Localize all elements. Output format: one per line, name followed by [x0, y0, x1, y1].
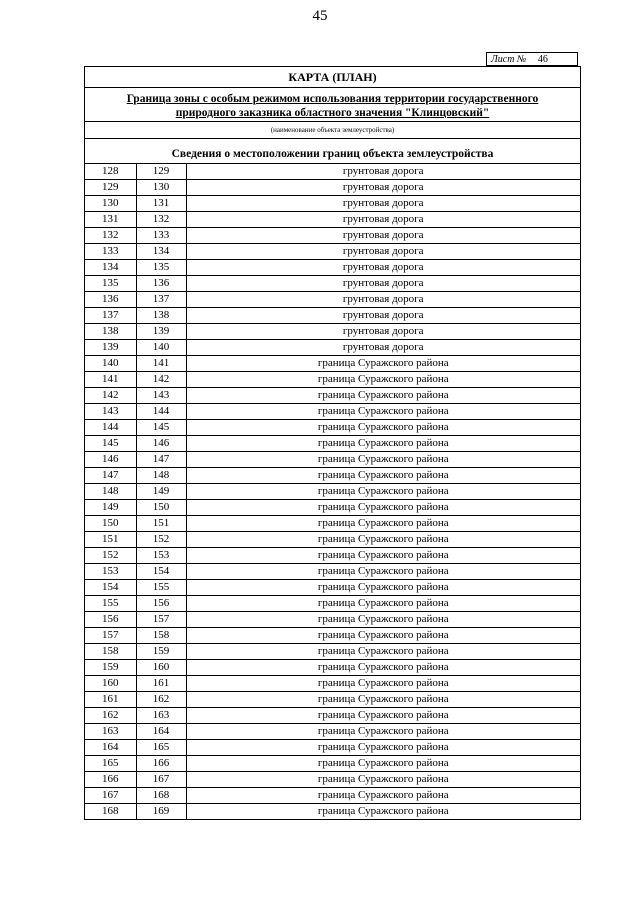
point-from-cell: 162	[85, 708, 136, 724]
table-row	[85, 564, 580, 580]
point-to-cell: 135	[136, 260, 186, 276]
point-from-cell: 152	[85, 548, 136, 564]
boundary-description-cell: граница Суражского района	[186, 484, 580, 500]
table-row	[85, 676, 580, 692]
section-title: Сведения о местоположении границ объекта землеустройства	[85, 139, 580, 164]
boundary-description-cell: грунтовая дорога	[186, 196, 580, 212]
boundary-description-cell: граница Суражского района	[186, 548, 580, 564]
table-row	[85, 532, 580, 548]
point-to-cell: 162	[136, 692, 186, 708]
point-from-cell: 164	[85, 740, 136, 756]
point-from-cell: 138	[85, 324, 136, 340]
boundary-description-cell: граница Суражского района	[186, 772, 580, 788]
boundary-table-body	[85, 164, 580, 819]
point-to-cell: 137	[136, 292, 186, 308]
table-row	[85, 388, 580, 404]
table-row	[85, 644, 580, 660]
point-from-cell: 135	[85, 276, 136, 292]
table-row	[85, 500, 580, 516]
point-from-cell: 166	[85, 772, 136, 788]
point-from-cell: 161	[85, 692, 136, 708]
table-row	[85, 164, 580, 180]
point-to-cell: 152	[136, 532, 186, 548]
boundary-description-cell: грунтовая дорога	[186, 324, 580, 340]
point-from-cell: 130	[85, 196, 136, 212]
table-row	[85, 324, 580, 340]
table-row	[85, 804, 580, 820]
boundary-description-cell: грунтовая дорога	[186, 228, 580, 244]
point-to-cell: 164	[136, 724, 186, 740]
point-to-cell: 143	[136, 388, 186, 404]
point-to-cell: 149	[136, 484, 186, 500]
boundary-description-cell: грунтовая дорога	[186, 276, 580, 292]
point-from-cell: 156	[85, 612, 136, 628]
point-to-cell: 158	[136, 628, 186, 644]
boundary-description-cell: грунтовая дорога	[186, 244, 580, 260]
point-to-cell: 132	[136, 212, 186, 228]
boundary-description-cell: грунтовая дорога	[186, 180, 580, 196]
sheet-label: Лист №	[491, 54, 527, 65]
boundary-description-cell: граница Суражского района	[186, 708, 580, 724]
point-to-cell: 161	[136, 676, 186, 692]
point-from-cell: 129	[85, 180, 136, 196]
boundary-description-cell: граница Суражского района	[317, 805, 449, 817]
point-to-cell: 144	[136, 404, 186, 420]
table-row	[85, 180, 580, 196]
point-from-cell: 132	[85, 228, 136, 244]
table-row	[85, 484, 580, 500]
point-to-cell: 153	[136, 548, 186, 564]
point-from-cell: 167	[85, 788, 136, 804]
point-from-cell: 145	[85, 436, 136, 452]
point-from-cell: 144	[85, 420, 136, 436]
table-row	[85, 436, 580, 452]
boundary-description-cell: граница Суражского района	[186, 596, 580, 612]
point-from-cell: 159	[85, 660, 136, 676]
point-from-cell: 147	[85, 468, 136, 484]
table-row	[85, 724, 580, 740]
boundary-description-cell: грунтовая дорога	[186, 164, 580, 180]
table-row	[85, 708, 580, 724]
page-number: 45	[312, 8, 328, 24]
point-to-cell: 156	[136, 596, 186, 612]
map-plan-frame	[84, 66, 581, 820]
point-to-cell: 134	[136, 244, 186, 260]
boundary-description-cell: граница Суражского района	[186, 468, 580, 484]
boundary-description-cell: граница Суражского района	[186, 388, 580, 404]
point-from-cell: 155	[85, 596, 136, 612]
point-from-cell: 168	[85, 804, 136, 820]
point-from-cell: 143	[85, 404, 136, 420]
point-from-cell: 149	[85, 500, 136, 516]
point-to-cell: 130	[136, 180, 186, 196]
point-from-cell: 141	[85, 372, 136, 388]
table-row	[85, 212, 580, 228]
table-row	[85, 340, 580, 356]
point-from-cell: 165	[85, 756, 136, 772]
point-to-cell: 131	[136, 196, 186, 212]
point-to-cell: 145	[136, 420, 186, 436]
point-from-cell: 128	[85, 164, 136, 180]
boundary-description-cell: граница Суражского района	[186, 660, 580, 676]
point-to-cell: 160	[136, 660, 186, 676]
point-from-cell: 134	[85, 260, 136, 276]
point-to-cell: 136	[136, 276, 186, 292]
table-row	[85, 276, 580, 292]
boundary-description-cell: граница Суражского района	[186, 436, 580, 452]
point-to-cell: 133	[136, 228, 186, 244]
boundary-description-cell: граница Суражского района	[186, 740, 580, 756]
point-to-cell: 159	[136, 644, 186, 660]
boundary-description-cell: граница Суражского района	[186, 500, 580, 516]
boundary-description-cell: граница Суражского района	[186, 644, 580, 660]
point-from-cell: 142	[85, 388, 136, 404]
point-from-cell: 131	[85, 212, 136, 228]
point-from-cell: 139	[85, 340, 136, 356]
sheet-number: 46	[529, 54, 557, 66]
point-to-cell: 140	[136, 340, 186, 356]
point-from-cell: 154	[85, 580, 136, 596]
point-to-cell: 129	[136, 164, 186, 180]
table-row	[85, 196, 580, 212]
table-row	[85, 596, 580, 612]
point-to-cell: 151	[136, 516, 186, 532]
table-row	[85, 772, 580, 788]
point-to-cell: 147	[136, 452, 186, 468]
point-to-cell: 155	[136, 580, 186, 596]
point-to-cell: 138	[136, 308, 186, 324]
table-row	[85, 740, 580, 756]
table-row	[85, 628, 580, 644]
table-row	[85, 420, 580, 436]
point-from-cell: 140	[85, 356, 136, 372]
point-to-cell: 139	[136, 324, 186, 340]
table-row	[85, 516, 580, 532]
table-row	[85, 580, 580, 596]
table-row	[85, 788, 580, 804]
point-to-cell: 150	[136, 500, 186, 516]
boundary-description-cell: граница Суражского района	[186, 724, 580, 740]
point-to-cell: 142	[136, 372, 186, 388]
boundary-description-cell: граница Суражского района	[186, 516, 580, 532]
boundary-description-cell: грунтовая дорога	[186, 340, 580, 356]
boundary-description-cell: граница Суражского района	[186, 452, 580, 468]
map-subtitle-line-1: Граница зоны с особым режимом использования территории государственного	[126, 93, 539, 105]
point-to-cell: 169	[136, 804, 186, 820]
boundary-description-cell: граница Суражского района	[186, 372, 580, 388]
table-row	[85, 404, 580, 420]
point-to-cell: 154	[136, 564, 186, 580]
boundary-description-cell: граница Суражского района	[186, 404, 580, 420]
point-from-cell: 151	[85, 532, 136, 548]
table-row	[85, 660, 580, 676]
point-to-cell: 141	[136, 356, 186, 372]
boundary-description-cell: граница Суражского района	[186, 628, 580, 644]
table-row	[85, 756, 580, 772]
point-to-cell: 163	[136, 708, 186, 724]
table-row	[85, 308, 580, 324]
table-row	[85, 244, 580, 260]
boundary-description-cell: грунтовая дорога	[186, 308, 580, 324]
point-from-cell: 133	[85, 244, 136, 260]
point-from-cell: 146	[85, 452, 136, 468]
table-row	[85, 356, 580, 372]
boundary-description-cell: граница Суражского района	[186, 756, 580, 772]
boundary-description-cell: граница Суражского района	[186, 788, 580, 804]
table-row	[85, 452, 580, 468]
boundary-description-cell: граница Суражского района	[186, 564, 580, 580]
boundary-description-cell: граница Суражского района	[186, 676, 580, 692]
boundary-description-cell: грунтовая дорога	[186, 260, 580, 276]
point-from-cell: 137	[85, 308, 136, 324]
boundary-description-cell: граница Суражского района	[186, 692, 580, 708]
table-row	[85, 292, 580, 308]
point-to-cell: 167	[136, 772, 186, 788]
object-caption: (наименование объекта землеустройства)	[85, 122, 580, 139]
boundary-description-cell: грунтовая дорога	[186, 292, 580, 308]
boundary-description-cell: граница Суражского района	[186, 532, 580, 548]
point-from-cell: 150	[85, 516, 136, 532]
point-to-cell: 166	[136, 756, 186, 772]
point-to-cell: 165	[136, 740, 186, 756]
table-row	[85, 692, 580, 708]
map-title: КАРТА (ПЛАН)	[85, 67, 580, 88]
boundary-description-cell: грунтовая дорога	[186, 212, 580, 228]
point-from-cell: 158	[85, 644, 136, 660]
table-row	[85, 548, 580, 564]
table-row	[85, 372, 580, 388]
boundary-description-cell: граница Суражского района	[186, 420, 580, 436]
table-row	[85, 260, 580, 276]
point-to-cell: 157	[136, 612, 186, 628]
point-from-cell: 163	[85, 724, 136, 740]
sheet-number-box	[486, 52, 578, 66]
map-subtitle	[85, 88, 580, 122]
boundary-description-cell: граница Суражского района	[186, 612, 580, 628]
point-to-cell: 148	[136, 468, 186, 484]
point-from-cell: 148	[85, 484, 136, 500]
boundary-description-cell: граница Суражского района	[186, 356, 580, 372]
point-to-cell: 146	[136, 436, 186, 452]
point-from-cell: 136	[85, 292, 136, 308]
point-from-cell: 157	[85, 628, 136, 644]
point-from-cell: 160	[85, 676, 136, 692]
point-to-cell: 168	[136, 788, 186, 804]
table-row	[85, 228, 580, 244]
map-subtitle-line-2: природного заказника областного значения "Клинцовский"	[175, 107, 490, 119]
table-row	[85, 612, 580, 628]
boundary-description-cell: граница Суражского района	[186, 580, 580, 596]
table-row	[85, 468, 580, 484]
boundary-table	[85, 164, 580, 819]
point-from-cell: 153	[85, 564, 136, 580]
